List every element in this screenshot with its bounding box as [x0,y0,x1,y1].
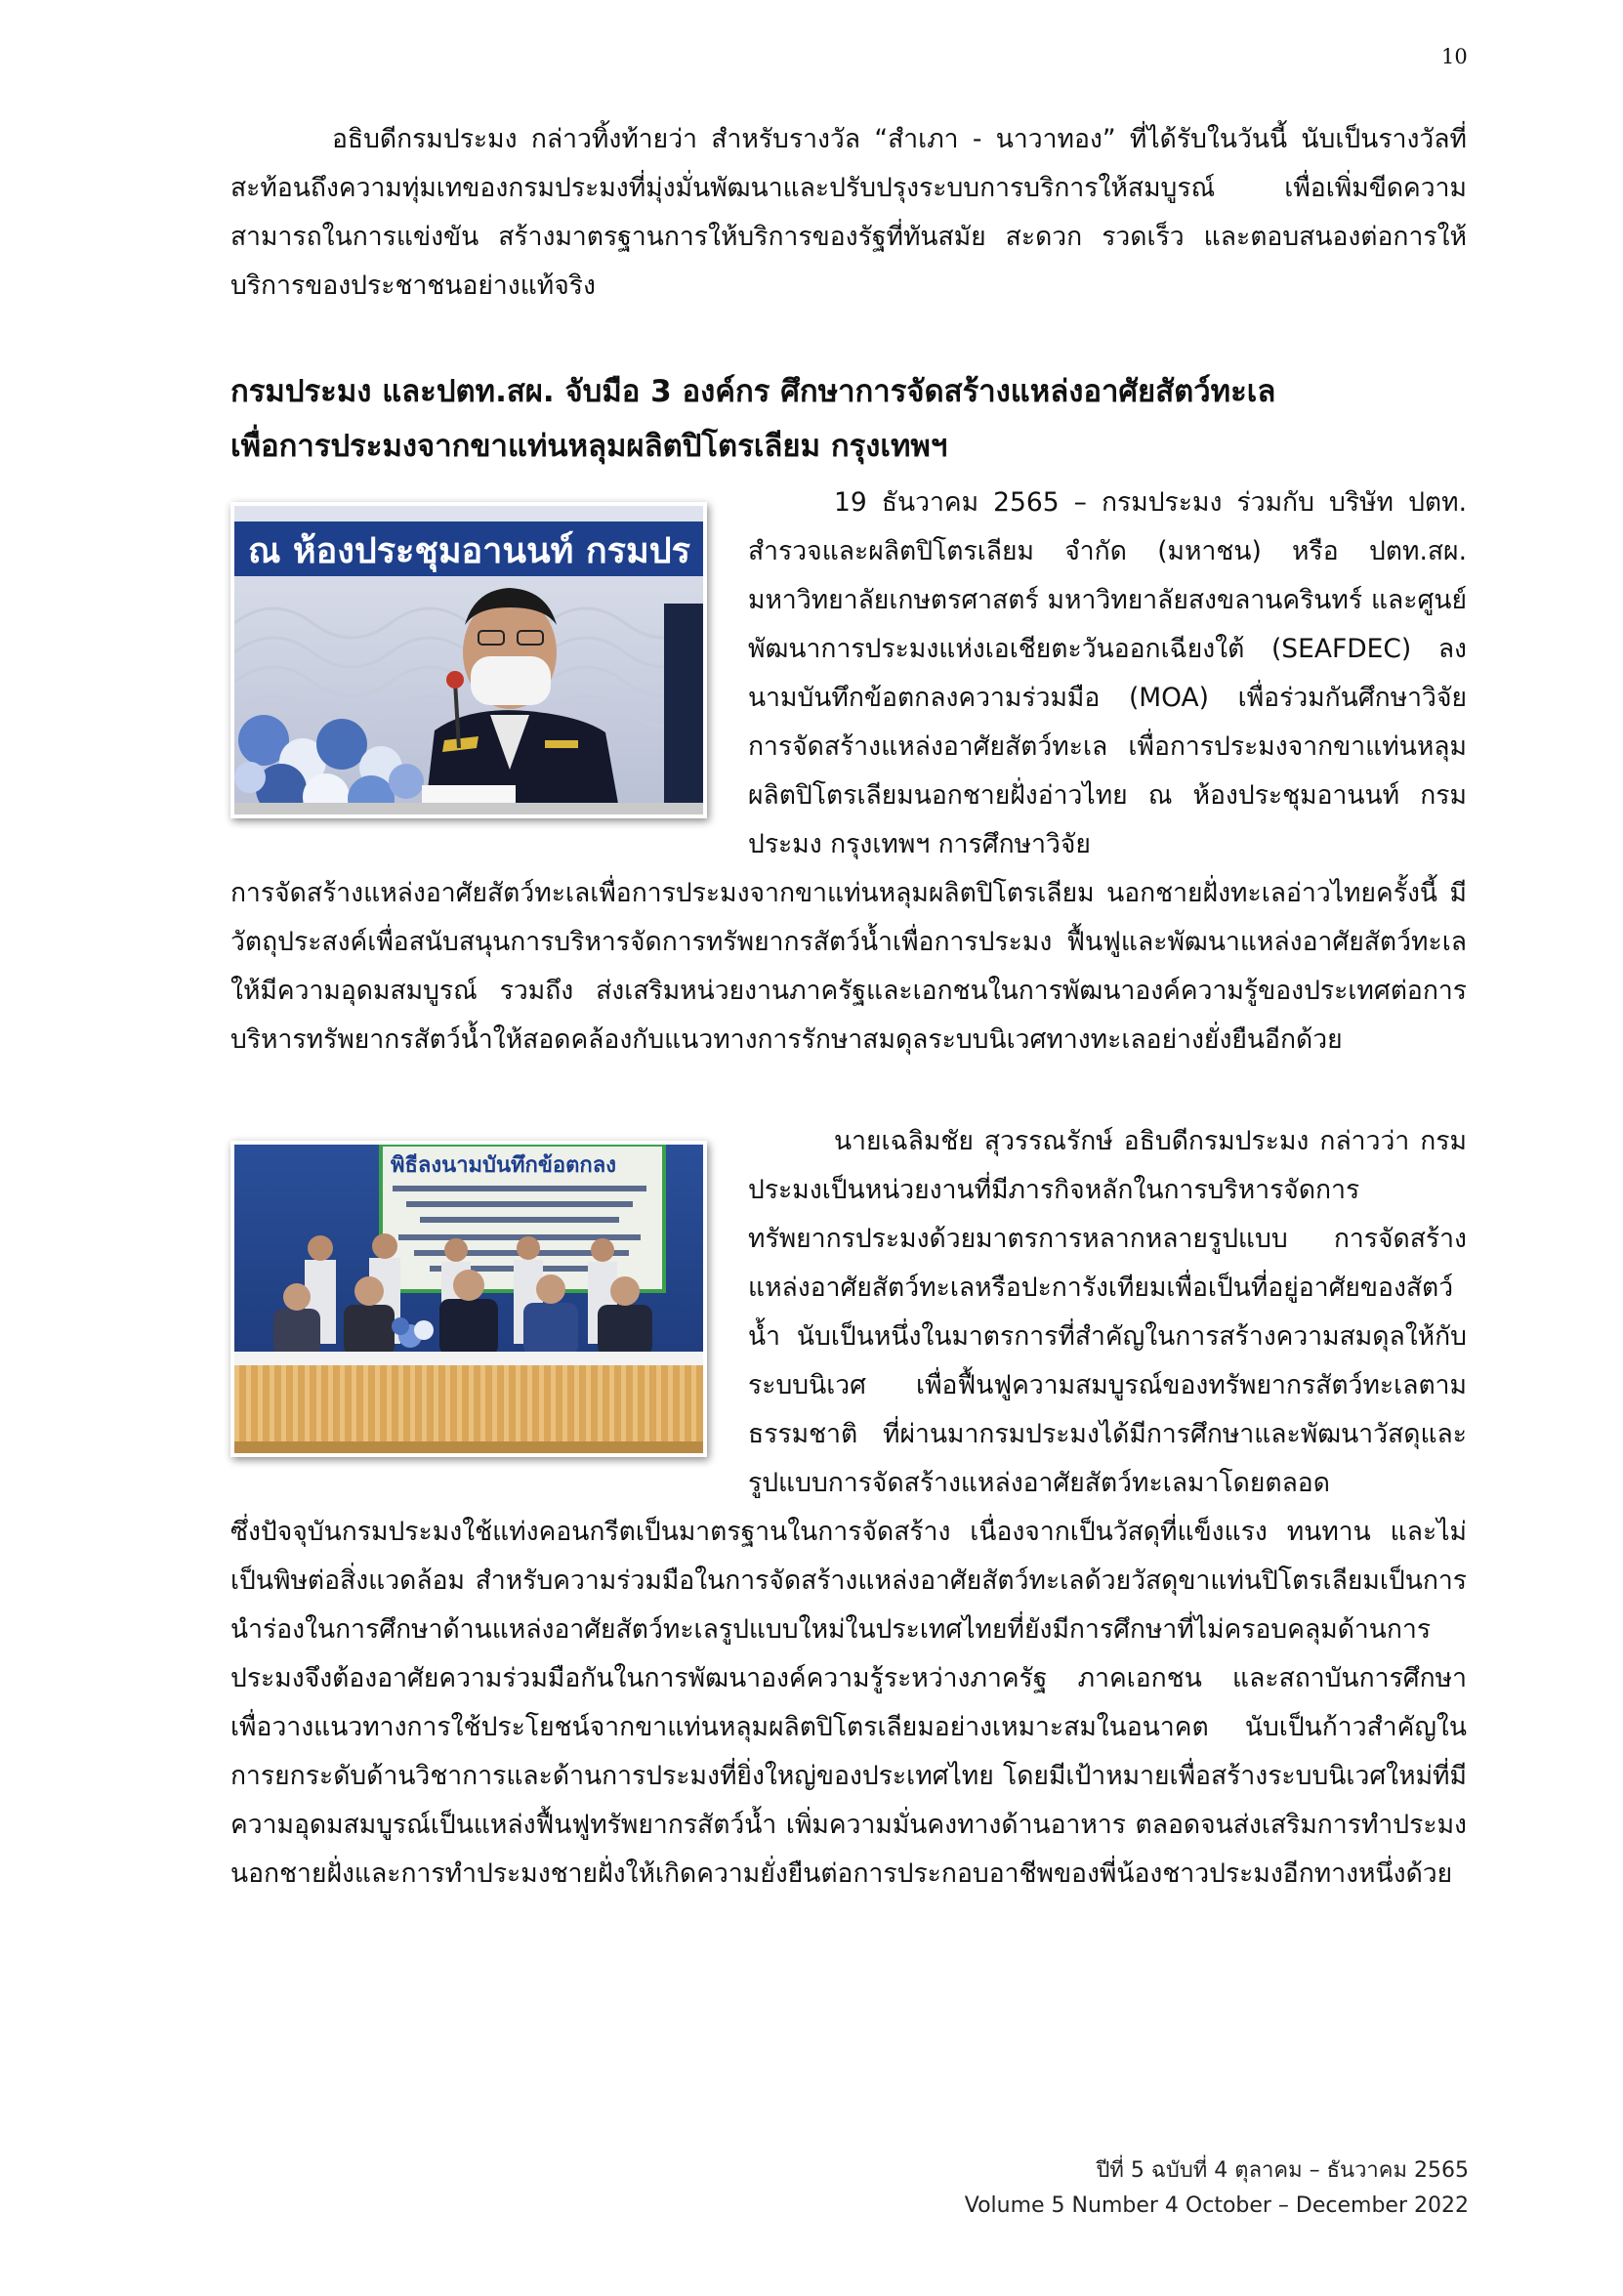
photo1-banner-text: ณ ห้องประชุมอานนท์ กรมปร [248,531,690,571]
photo2-banner-text: พิธีลงนามบันทึกข้อตกลง [391,1153,616,1178]
signing-ceremony-photo [230,1141,707,1457]
footer-issue-english: Volume 5 Number 4 October – December 2022 [964,2193,1469,2218]
article-paragraph2-float: นายเฉลิมชัย สุวรรณรักษ์ อธิบดีกรมประมง กล่าวว่า กรมประมงเป็นหน่วยงานที่มีภารกิจหลักในการบริหารจัดการทรัพยากรประมงด้วยมาตรการหลากหลายรูปแบบ การจัดสร้างแหล่งอาศัยสัตว์ทะเลหรือปะการังเทียมเพื่อเป็นที่อยู่อาศัยของสัตว์น้ำ นับเป็นหนึ่งในมาตรการที่สำคัญในการสร้างความสมดุลให้กับระบบนิเวศ เพื่อฟื้นฟูความสมบูรณ์ของทรัพยากรสัตว์ทะเลตามธรรมชาติ ที่ผ่านมากรมประมงได้มีการศึกษาและพัฒนาวัสดุและรูปแบบการจัดสร้างแหล่งอาศัยสัตว์ทะเลมาโดยตลอด [748,1126,1467,1498]
article-paragraph1-full: การจัดสร้างแหล่งอาศัยสัตว์ทะเลเพื่อการประมงจากขาแท่นหลุมผลิตปิโตรเลียม นอกชายฝั่งทะเลอ่าวไทยครั้งนี้ มีวัตถุประสงค์เพื่อสนับสนุนการบริหารจัดการทรัพยากรสัตว์น้ำเพื่อการประมง ฟื้นฟูและพัฒนาแหล่งอาศัยสัตว์ทะเลให้มีความอุดมสมบูรณ์ รวมถึง ส่งเสริมหน่วยงานภาครัฐและเอกชนในการพัฒนาองค์ความรู้ของประเทศต่อการบริหารทรัพยากรสัตว์น้ำให้สอดคล้องกับแนวทางการรักษาสมดุลระบบนิเวศทางทะเลอย่างยั่งยืนอีกด้วย [230,878,1467,1055]
footer-issue-thai: ปีที่ 5 ฉบับที่ 4 ตุลาคม – ธันวาคม 2565 [1096,2158,1469,2183]
article-paragraph2-full: ซึ่งปัจจุบันกรมประมงใช้แท่งคอนกรีตเป็นมาตรฐานในการจัดสร้าง เนื่องจากเป็นวัสดุที่แข็งแรง ทนทาน และไม่เป็นพิษต่อสิ่งแวดล้อม สำหรับความร่วมมือในการจัดสร้างแหล่งอาศัยสัตว์ทะเลด้วยวัสดุขาแท่นปิโตรเลียมเป็นการนำร่องในการศึกษาด้านแหล่งอาศัยสัตว์ทะเลรูปแบบใหม่ในประเทศไทยที่ยังมีการศึกษาที่ไม่ครอบคลุมด้านการประมงจึงต้องอาศัยความร่วมมือกันในการพัฒนาองค์ความรู้ระหว่างภาครัฐ ภาคเอกชน และสถาบันการศึกษา เพื่อวางแนวทางการใช้ประโยชน์จากขาแท่นหลุมผลิตปิโตรเลียมอย่างเหมาะสมในอนาคต นับเป็นก้าวสำคัญในการยกระดับด้านวิชาการและด้านการประมงที่ยิ่งใหญ่ของประเทศไทย โดยมีเป้าหมายเพื่อสร้างระบบนิเวศใหม่ที่มีความอุดมสมบูรณ์เป็นแหล่งฟื้นฟูทรัพยากรสัตว์น้ำ เพิ่มความมั่นคงทางด้านอาหาร ตลอดจนส่งเสริมการทำประมงนอกชายฝั่งและการทำประมงชายฝั่งให้เกิดความยั่งยืนต่อการประกอบอาชีพของพี่น้องชาวประมงอีกทางหนึ่งด้วย [230,1517,1467,1889]
page-number: 10 [1441,45,1468,68]
article-title-line2: เพื่อการประมงจากขาแท่นหลุมผลิตปิโตรเลียม กรุงเทพฯ [230,429,948,464]
intro-paragraph: อธิบดีกรมประมง กล่าวทิ้งท้ายว่า สำหรับรางวัล “สำเภา - นาวาทอง” ที่ได้รับในวันนี้ นับเป็นรางวัลที่สะท้อนถึงความทุ่มเทของกรมประมงที่มุ่งมั่นพัฒนาและปรับปรุงระบบการบริการให้สมบูรณ์ เพื่อเพิ่มขีดความสามารถในการแข่งขัน สร้างมาตรฐานการให้บริการของรัฐที่ทันสมัย สะดวก รวดเร็ว และตอบสนองต่อการให้บริการของประชาชนอย่างแท้จริง [230,124,1467,301]
article-title-line1: กรมประมง และปตท.สผ. จับมือ 3 องค์กร ศึกษาการจัดสร้างแหล่งอาศัยสัตว์ทะเล [230,374,1276,409]
press-conference-photo [230,502,707,818]
article-paragraph1-float: 19 ธันวาคม 2565 – กรมประมง ร่วมกับ บริษัท ปตท. สำรวจและผลิตปิโตรเลียม จำกัด (มหาชน) หรือ ปตท.สผ. มหาวิทยาลัยเกษตรศาสตร์ มหาวิทยาลัยสงขลานครินทร์ และศูนย์พัฒนาการประมงแห่งเอเชียตะวันออกเฉียงใต้ (SEAFDEC) ลงนามบันทึกข้อตกลงความร่วมมือ (MOA) เพื่อร่วมกันศึกษาวิจัยการจัดสร้างแหล่งอาศัยสัตว์ทะเล เพื่อการประมงจากขาแท่นหลุมผลิตปิโตรเลียมนอกชายฝั่งอ่าวไทย ณ ห้องประชุมอานนท์ กรมประมง กรุงเทพฯ การศึกษาวิจัย [748,487,1467,859]
